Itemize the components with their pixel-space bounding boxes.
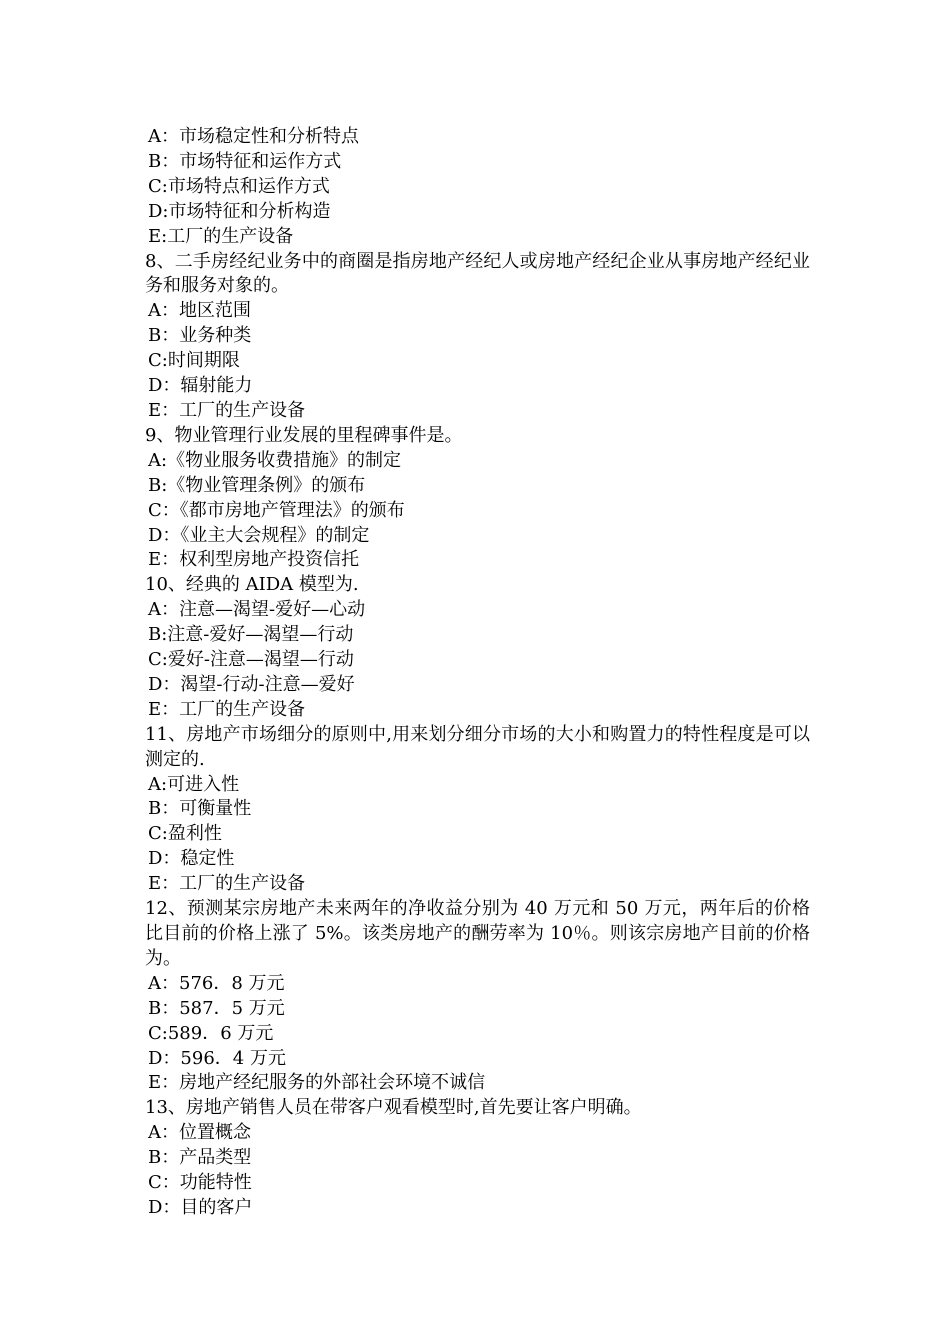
- option-b: B:《物业管理条例》的颁布: [148, 474, 366, 496]
- option-a: A：注意—渴望-爱好—心动: [148, 599, 366, 621]
- option-c: C:时间期限: [148, 350, 240, 372]
- option-e: E：房地产经纪服务的外部社会环境不诚信: [148, 1072, 486, 1094]
- option-e: E：工厂的生产设备: [148, 399, 306, 421]
- option-e: E：工厂的生产设备: [148, 873, 306, 895]
- option-d: D:市场特征和分析构造: [148, 200, 331, 222]
- question-7-options: [145, 125, 810, 250]
- option-c: C:589．6 万元: [148, 1022, 274, 1044]
- option-c: C：《都市房地产管理法》的颁布: [148, 499, 405, 521]
- question-text: 9、物业管理行业发展的里程碑事件是。: [145, 424, 463, 446]
- option-b: B：可衡量性: [148, 798, 252, 820]
- option-b: B：业务种类: [148, 325, 252, 347]
- option-c: C:爱好-注意—渴望—行动: [148, 649, 354, 671]
- option-d: D：渴望-行动-注意—爱好: [148, 673, 355, 695]
- question-10: [145, 573, 810, 722]
- option-d: D：辐射能力: [148, 375, 253, 397]
- option-c: C:市场特点和运作方式: [148, 175, 330, 197]
- option-a: A：位置概念: [148, 1122, 251, 1144]
- question-text: 8、二手房经纪业务中的商圈是指房地产经纪人或房地产经纪企业从事房地产经纪业务和服务对象的。: [145, 250, 810, 297]
- question-12: [145, 897, 810, 1096]
- question-text: 13、房地产销售人员在带客户观看模型时,首先要让客户明确。: [145, 1097, 642, 1119]
- option-a: A：地区范围: [148, 300, 251, 322]
- question-text: 12、预测某宗房地产未来两年的净收益分别为 40 万元和 50 万元，两年后的价格比目前的价格上涨了 5%。该类房地产的酬劳率为 10％。则该宗房地产目前的价格为。: [145, 898, 810, 969]
- question-9: [145, 424, 810, 573]
- option-d: D：稳定性: [148, 848, 235, 870]
- option-c: C：功能特性: [148, 1172, 252, 1194]
- option-a: A:可进入性: [148, 773, 240, 795]
- option-b: B：市场特征和运作方式: [148, 150, 342, 172]
- option-b: B:注意-爱好—渴望—行动: [148, 624, 354, 646]
- option-e: E：权利型房地产投资信托: [148, 549, 360, 571]
- option-b: B：587．5 万元: [148, 997, 285, 1019]
- option-c: C:盈利性: [148, 823, 222, 845]
- option-e: E：工厂的生产设备: [148, 698, 306, 720]
- question-8: [145, 250, 810, 424]
- option-a: A：576．8 万元: [148, 972, 285, 994]
- question-11: [145, 723, 810, 897]
- option-a: A:《物业服务收费措施》的制定: [148, 449, 402, 471]
- question-13: [145, 1096, 810, 1221]
- option-d: D：596．4 万元: [148, 1047, 286, 1069]
- option-a: A：市场稳定性和分析特点: [148, 126, 359, 147]
- option-b: B：产品类型: [148, 1147, 252, 1169]
- question-text: 11、房地产市场细分的原则中,用来划分细分市场的大小和购置力的特性程度是可以测定的.: [145, 723, 810, 770]
- option-d: D：《业主大会规程》的制定: [148, 524, 370, 546]
- question-text: 10、经典的 AIDA 模型为.: [145, 574, 359, 596]
- option-d: D：目的客户: [148, 1196, 253, 1218]
- option-e: E:工厂的生产设备: [148, 225, 294, 247]
- document-page: [145, 125, 810, 1221]
